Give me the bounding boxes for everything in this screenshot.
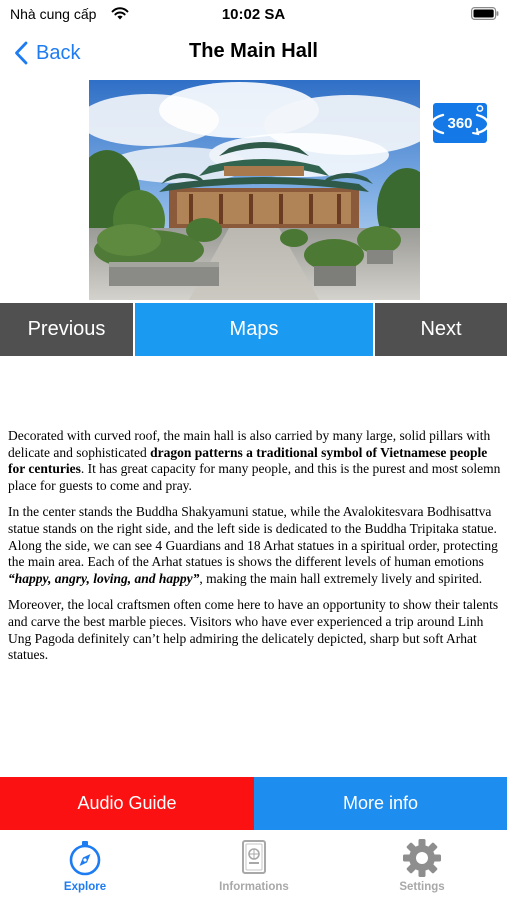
tab-label: Explore bbox=[63, 881, 107, 893]
audio-guide-button[interactable]: Audio Guide bbox=[0, 777, 254, 830]
previous-button[interactable]: Previous bbox=[0, 303, 133, 356]
paragraph-3: Moreover, the local craftsmen often come here to have an opportunity to show their talents and carve the best marble pieces. Visitors who have ever experienced a trip around Linh Ung Pagoda definitely can’t help admiring the delicately depicted, sharp but soft Arhat statues. bbox=[8, 597, 499, 663]
tab-label: Settings bbox=[399, 881, 445, 893]
carrier-name: Nhà cung cấp bbox=[10, 6, 97, 22]
emphasis-emotions: “happy, angry, loving, and happy” bbox=[8, 570, 200, 586]
emphasis-dragon-patterns: dragon patterns a traditional symbol of Vietnamese people for centuries bbox=[8, 444, 488, 477]
main-hall-photo bbox=[89, 80, 420, 300]
navigation-segments bbox=[0, 303, 507, 356]
more-info-button[interactable]: More info bbox=[254, 777, 507, 830]
tab-bar bbox=[0, 830, 507, 900]
description-text bbox=[8, 428, 502, 674]
compass-icon bbox=[65, 838, 105, 878]
paragraph-1: Decorated with curved roof, the main hall is also carried by many large, solid pillars with delicate and sophisticated dragon patterns a traditional symbol of Vietnamese people for centuries. It has great capacity for many people, and this is the purest and most solemn place for guests to come and pray. bbox=[8, 428, 501, 493]
action-buttons bbox=[0, 777, 507, 830]
passport-icon bbox=[234, 838, 274, 878]
navigation-bar bbox=[0, 30, 507, 76]
status-time: 10:02 SA bbox=[221, 6, 286, 23]
page-title: The Main Hall bbox=[189, 40, 318, 62]
status-bar bbox=[0, 0, 507, 30]
rotate-360-icon bbox=[433, 103, 487, 143]
view-360-label: 360 bbox=[447, 115, 473, 132]
view-360-button[interactable] bbox=[433, 103, 487, 143]
tab-explore[interactable] bbox=[20, 838, 150, 893]
next-button[interactable]: Next bbox=[375, 303, 507, 356]
back-label: Back bbox=[36, 41, 81, 64]
tab-label: Informations bbox=[219, 881, 289, 893]
paragraph-2: In the center stands the Buddha Shakyamuni statue, while the Avalokitesvara Bodhisattva statue stands on the right side, and the left side is dedicated to the Buddha Tripitaka statue. Along the side, we can see 4 Guardians and 18 Arhat statues in a spiritual order, protecting the main area. Each of the Arhat statues is shows the different levels of human emotions “happy, angry, loving, and happy”, making the main hall extremely lively and spirited. bbox=[8, 504, 498, 586]
maps-button[interactable]: Maps bbox=[135, 303, 373, 356]
gear-icon bbox=[402, 838, 442, 878]
battery-icon bbox=[471, 7, 499, 20]
tab-settings[interactable] bbox=[357, 838, 487, 893]
tab-informations[interactable] bbox=[189, 838, 319, 893]
